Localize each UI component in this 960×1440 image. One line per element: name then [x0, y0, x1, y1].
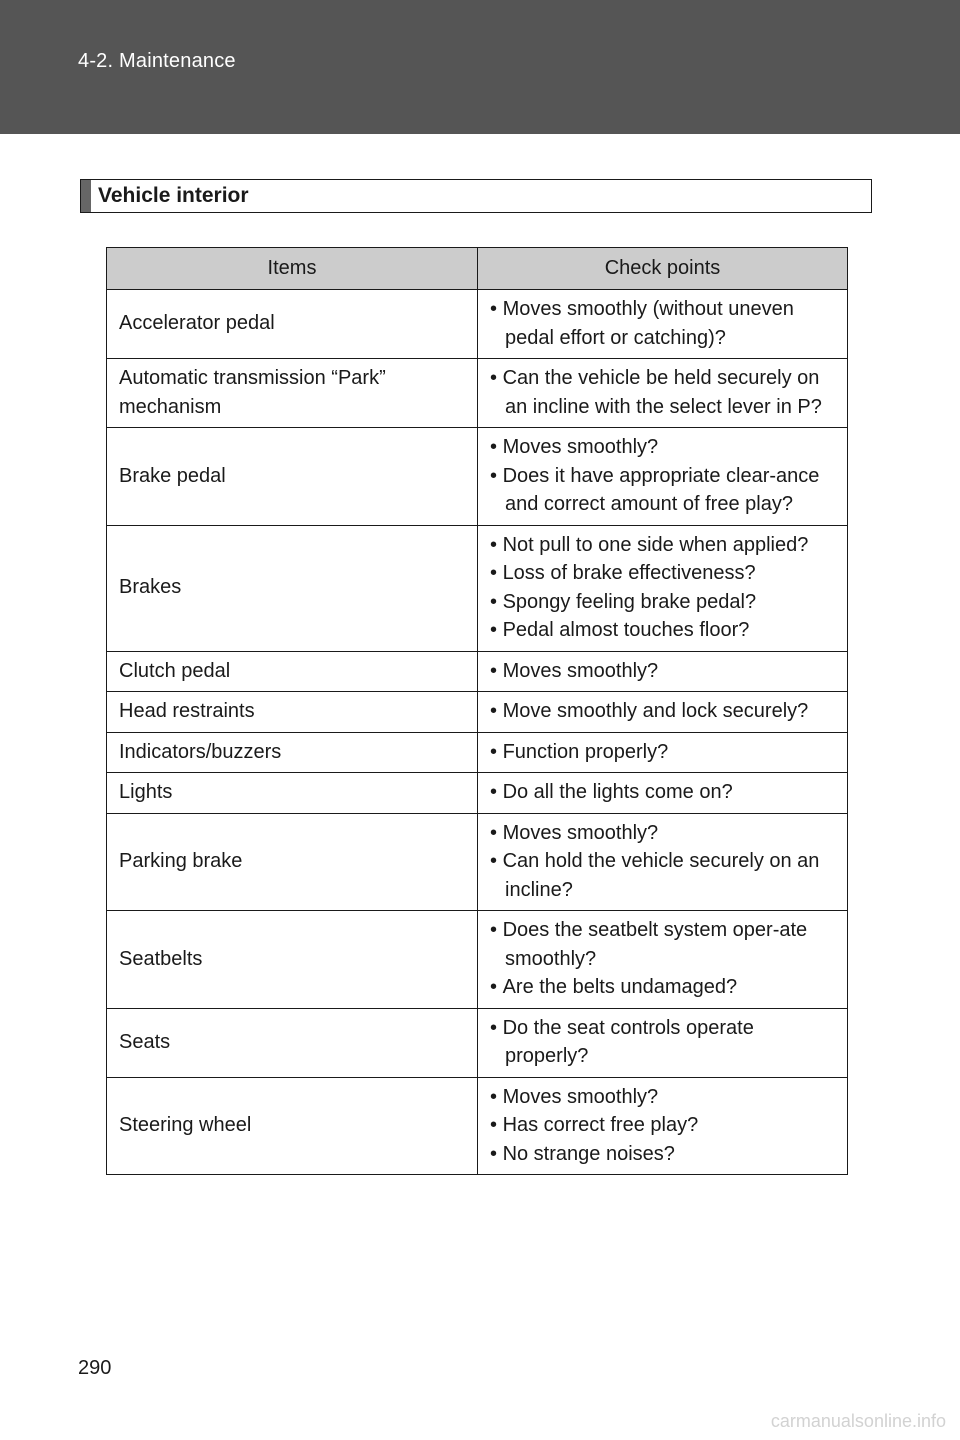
check-point: • Can the vehicle be held securely on an incline with the select lever in P? [490, 364, 835, 421]
check-points-cell [478, 428, 848, 526]
item-name: Head restraints [107, 692, 478, 733]
check-point: • No strange noises? [490, 1140, 835, 1169]
item-name: Clutch pedal [107, 651, 478, 692]
item-name: Steering wheel [107, 1077, 478, 1175]
item-name: Accelerator pedal [107, 290, 478, 359]
check-points-cell [478, 732, 848, 773]
check-points-cell [478, 1008, 848, 1077]
item-name: Indicators/buzzers [107, 732, 478, 773]
check-points-cell [478, 813, 848, 911]
watermark: carmanualsonline.info [770, 1411, 946, 1431]
section-title: Vehicle interior [98, 184, 249, 207]
item-name: Seatbelts [107, 911, 478, 1009]
item-name: Automatic transmission “Park” mechanism [107, 359, 478, 428]
table-body [107, 290, 848, 1175]
item-name: Brakes [107, 525, 478, 651]
table-row [107, 773, 848, 814]
check-points-cell [478, 290, 848, 359]
check-points-cell [478, 359, 848, 428]
check-point: • Function properly? [490, 738, 835, 767]
check-points-cell [478, 911, 848, 1009]
chapter-title: 4-2. Maintenance [78, 50, 236, 72]
check-point: • Are the belts undamaged? [490, 973, 835, 1002]
section-marker [81, 180, 91, 212]
page-header [0, 0, 960, 134]
check-point: • Moves smoothly? [490, 657, 835, 686]
section-heading-bar [80, 179, 872, 213]
table-row [107, 651, 848, 692]
check-point: • Loss of brake effectiveness? [490, 559, 835, 588]
check-point: • Can hold the vehicle securely on an incline? [490, 847, 835, 904]
check-point: • Moves smoothly (without uneven pedal effort or catching)? [490, 295, 835, 352]
check-point: • Spongy feeling brake pedal? [490, 588, 835, 617]
check-points-cell [478, 1077, 848, 1175]
check-points-cell [478, 773, 848, 814]
check-points-cell [478, 692, 848, 733]
check-points-cell [478, 651, 848, 692]
table-header-row [107, 248, 848, 290]
table-row [107, 1008, 848, 1077]
check-point: • Moves smoothly? [490, 1083, 835, 1112]
page-number: 290 [78, 1357, 112, 1379]
check-point: • Not pull to one side when applied? [490, 531, 835, 560]
check-point: • Move smoothly and lock securely? [490, 697, 835, 726]
check-point: • Do the seat controls operate properly? [490, 1014, 835, 1071]
table-row [107, 732, 848, 773]
table-row [107, 359, 848, 428]
item-name: Brake pedal [107, 428, 478, 526]
table-row [107, 911, 848, 1009]
check-table [106, 247, 848, 1175]
check-point: • Does the seatbelt system oper-ate smoothly? [490, 916, 835, 973]
check-point: • Pedal almost touches floor? [490, 616, 835, 645]
check-points-cell [478, 525, 848, 651]
column-header-check-points: Check points [478, 248, 848, 290]
check-point: • Moves smoothly? [490, 819, 835, 848]
check-point: • Moves smoothly? [490, 433, 835, 462]
column-header-items: Items [107, 248, 478, 290]
check-point: • Does it have appropriate clear-ance and correct amount of free play? [490, 462, 835, 519]
table-row [107, 1077, 848, 1175]
table-row [107, 525, 848, 651]
table-row [107, 813, 848, 911]
item-name: Lights [107, 773, 478, 814]
item-name: Seats [107, 1008, 478, 1077]
table-row [107, 428, 848, 526]
check-point: • Do all the lights come on? [490, 778, 835, 807]
item-name: Parking brake [107, 813, 478, 911]
table-row [107, 692, 848, 733]
check-point: • Has correct free play? [490, 1111, 835, 1140]
table-row [107, 290, 848, 359]
